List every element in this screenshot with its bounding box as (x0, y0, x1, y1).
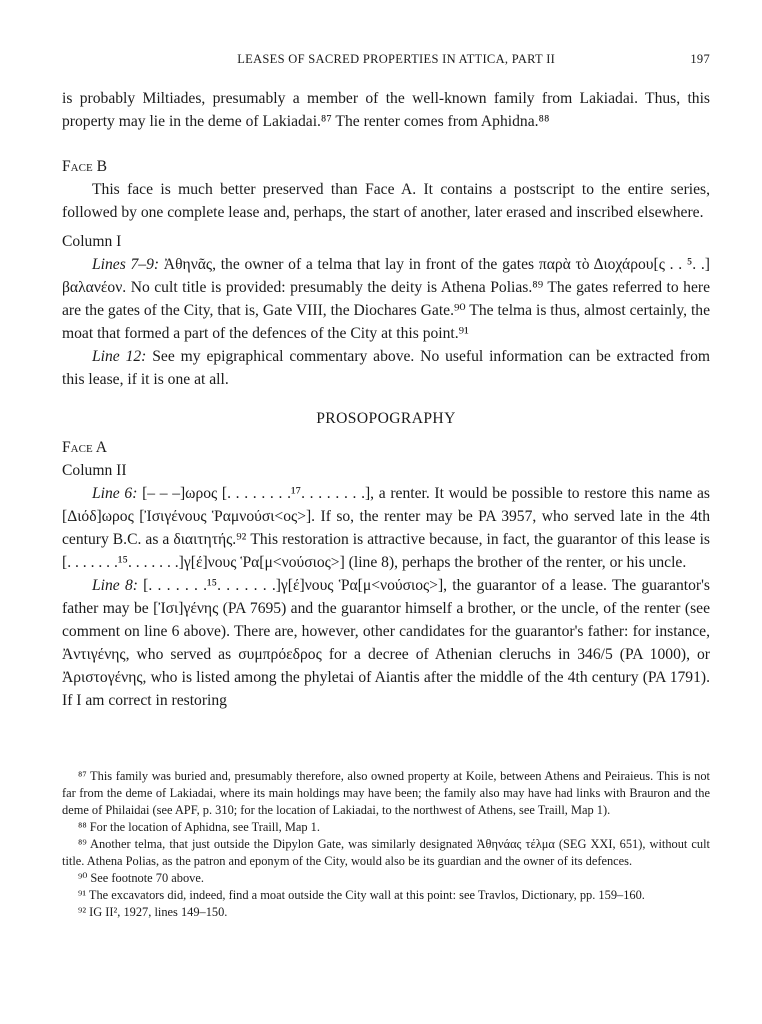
footnote-87: ⁸⁷ This family was buried and, presumably therefore, also owned property at Koile, between Athens and Peiraieus. This is not far from the deme of Lakiadai, where its main holdings may have been; the family also may have had links with Brauron and the deme of Philaidai (see APF, p. 310; for the location of Lakiadai, to the northwest of Athens, see Traill, Map 1). (62, 769, 710, 817)
face-b-paragraph: This face is much better preserved than Face A. It contains a postscript to the entire series, followed by one complete lease and, perhaps, the start of another, later erased and inscribed elsewhere. (62, 181, 710, 221)
line-8-label: Line 8: (92, 577, 138, 594)
footnote-92: ⁹² IG II², 1927, lines 149–150. (78, 905, 228, 919)
face-a-heading: Face A (62, 439, 107, 456)
line-6-text: [– – –]ωρος [. . . . . . . .¹⁷. . . . . . . .], a renter. It would be possible to restore this name as [Διόδ]ωρος [Ἰσιγένους Ῥαμνούσι<ος>]. If so, the renter may be PA 3957, who served late in the 4th century B.C. as a διαιτητής.⁹² This restoration is attractive because, in fact, the guarantor of this lease is [. . . . . . .¹⁵. . . . . . .]γ[έ]νους Ῥα[μ<νούσιος>] (line 8), perhaps the brother of the renter, or his uncle. (62, 485, 710, 571)
line-12-label: Line 12: (92, 348, 147, 365)
column-ii-heading: Column II (62, 462, 127, 479)
footnote-91: ⁹¹ The excavators did, indeed, find a moat outside the City wall at this point: see Travlos, Dictionary, pp. 159–160. (78, 888, 645, 902)
prosopography-heading: PROSOPOGRAPHY (316, 410, 456, 427)
line-12-text: See my epigraphical commentary above. No useful information can be extracted from this lease, if it is one at all. (62, 348, 710, 388)
page-number: 197 (690, 52, 710, 66)
footnotes (62, 768, 710, 921)
intro-paragraph: is probably Miltiades, presumably a member of the well-known family from Lakiadai. Thus, this property may lie in the deme of Lakiadai.⁸⁷ The renter comes from Aphidna.⁸⁸ (62, 90, 710, 130)
running-title: LEASES OF SACRED PROPERTIES IN ATTICA, PART II (237, 52, 556, 66)
lines-7-9-label: Lines 7–9: (92, 256, 160, 273)
page-content (62, 52, 710, 712)
line-6-label: Line 6: (92, 485, 138, 502)
running-header (62, 52, 710, 67)
line-8-text: [. . . . . . .¹⁵. . . . . . .]γ[έ]νους Ῥα[μ<νούσιος>], the guarantor of a lease. The guarantor's father may be [Ἰσι]γένης (PA 7695) and the guarantor himself a brother, or the uncle, of the renter (see comment on line 6 above). There are, however, other candidates for the guarantor's father: for instance, Ἀντιγένης, who served as συμπρόεδρος for a decree of Athenian cleruchs in 346/5 (PA 1000), or Ἀριστογένης, who is listed among the phyletai of Aiantis after the middle of the 4th century (PA 1791). If I am correct in restoring (62, 577, 710, 709)
lines-7-9-paragraph (62, 253, 710, 345)
footnote-90: ⁹⁰ See footnote 70 above. (78, 871, 204, 885)
line-8-paragraph (62, 574, 710, 712)
lines-7-9-text: Ἀθηνᾶς, the owner of a telma that lay in front of the gates παρὰ τὸ Διοχάρου[ς . . ⁵. .] βαλανέον. No cult title is provided: presumably the deity is Athena Polias.⁸⁹ The gates referred to here are the gates of the City, that is, Gate VIII, the Diochares Gate.⁹⁰ The telma is thus, almost certainly, the moat that formed a part of the defences of the City at this point.⁹¹ (62, 256, 710, 342)
footnote-89: ⁸⁹ Another telma, that just outside the Dipylon Gate, was similarly designated Ἀθηνάας τέλμα (SEG XXI, 651), without cult title. Athena Polias, as the patron and eponym of the City, would also be its guardian and the owner of its defences. (62, 837, 710, 868)
footnote-88: ⁸⁸ For the location of Aphidna, see Traill, Map 1. (78, 820, 320, 834)
column-i-heading: Column I (62, 233, 122, 250)
face-b-heading: Face B (62, 158, 107, 175)
line-6-paragraph (62, 482, 710, 574)
line-12-paragraph (62, 345, 710, 391)
main-text (62, 87, 710, 712)
